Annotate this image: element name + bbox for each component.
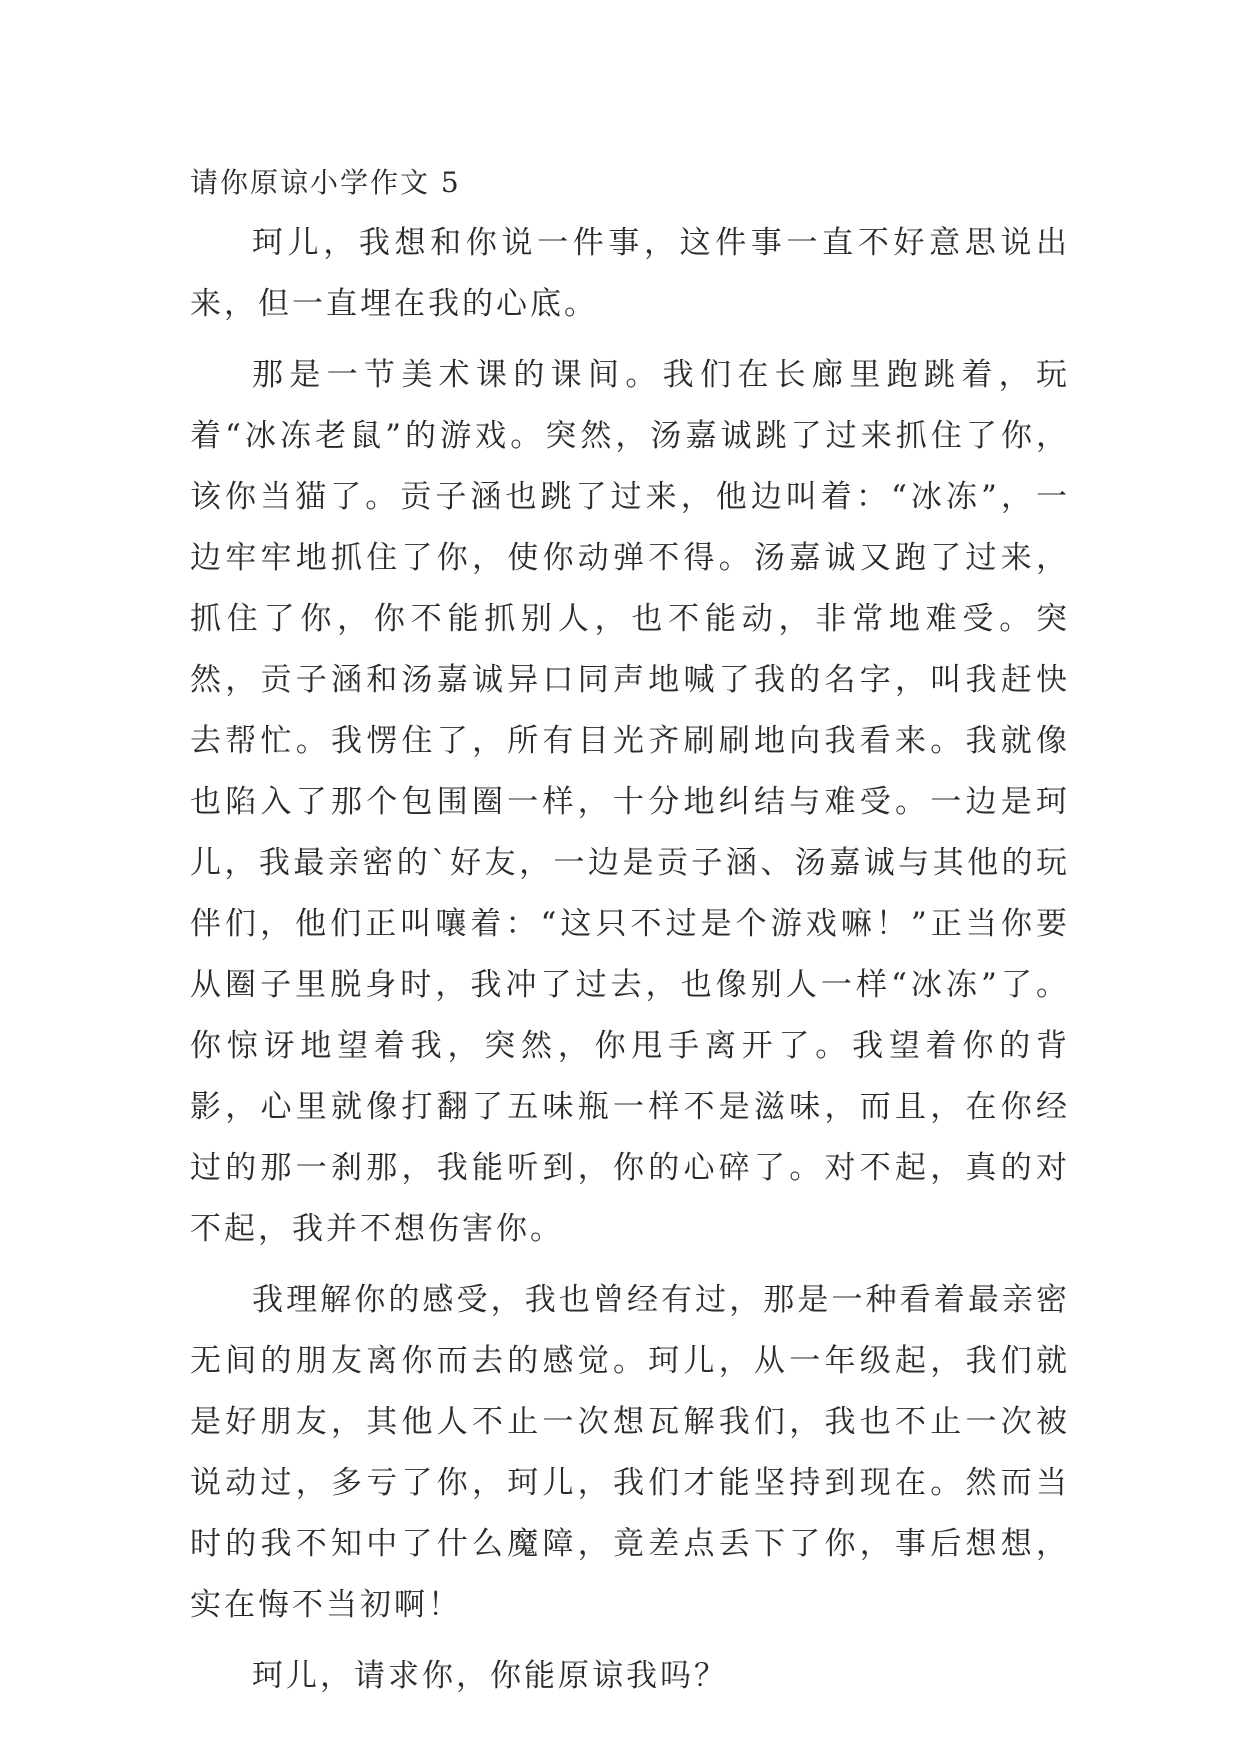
- paragraph-2: 那是一节美术课的课间。我们在长廊里跑跳着，玩着“冰冻老鼠”的游戏。突然，汤嘉诚跳了过来抓住了你，该你当猫了。贡子涵也跳了过来，他边叫着：“冰冻”，一边牢牢地抓住了你，使你动弹不得。汤嘉诚又跑了过来，抓住了你，你不能抓别人，也不能动，非常地难受。突然，贡子涵和汤嘉诚异口同声地喊了我的名字，叫我赶快去帮忙。我愣住了，所有目光齐刷刷地向我看来。我就像也陷入了那个包围圈一样，十分地纠结与难受。一边是珂儿，我最亲密的`好友，一边是贡子涵、汤嘉诚与其他的玩伴们，他们正叫嚷着：“这只不过是个游戏嘛！”正当你要从圈子里脱身时，我冲了过去，也像别人一样“冰冻”了。你惊讶地望着我，突然，你甩手离开了。我望着你的背影，心里就像打翻了五味瓶一样不是滋味，而且，在你经过的那一刹那，我能听到，你的心碎了。对不起，真的对不起，我并不想伤害你。: [190, 357, 1070, 1247]
- document-content: [190, 163, 1070, 1717]
- paragraph-4: 珂儿，请求你，你能原谅我吗？: [252, 1658, 728, 1694]
- document-title: 请你原谅小学作文 5: [190, 166, 461, 199]
- paragraph-1: 珂儿，我想和你说一件事，这件事一直不好意思说出来，但一直埋在我的心底。: [190, 225, 1070, 322]
- paragraph-3: 我理解你的感受，我也曾经有过，那是一种看着最亲密无间的朋友离你而去的感觉。珂儿，从一年级起，我们就是好朋友，其他人不止一次想瓦解我们，我也不止一次被说动过，多亏了你，珂儿，我们才能坚持到现在。然而当时的我不知中了什么魔障，竟差点丢下了你，事后想想，实在悔不当初啊！: [190, 1282, 1070, 1623]
